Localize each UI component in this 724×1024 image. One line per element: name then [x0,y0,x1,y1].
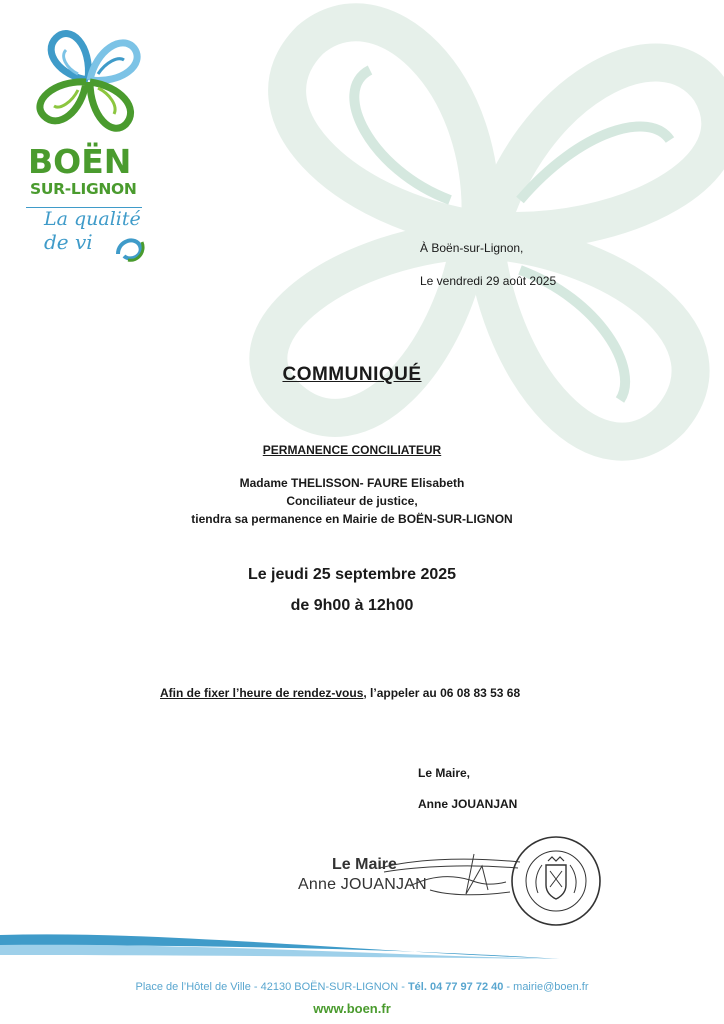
logo-swirl-icon [114,232,148,264]
footer-wave-graphic [0,925,724,970]
conciliator-role: Conciliateur de justice, [286,494,418,508]
permanence-date: Le jeudi 25 septembre 2025 [247,566,457,583]
letter-date: Le vendredi 29 août 2025 [420,274,557,288]
logo-name-line-1: BOËN [28,142,132,181]
conciliator-name: Madame THELISSON- FAURE Elisabeth [239,476,465,490]
stamp-role: Le Maire [332,856,397,873]
permanence-time: de 9h00 à 12h00 [290,597,414,614]
communique-subtitle: PERMANENCE CONCILIATEUR [262,443,442,457]
mairie-seal-icon [510,835,602,927]
footer-email[interactable]: - mairie@boen.fr [503,981,589,993]
footer-website-link[interactable]: www.boen.fr [313,1001,391,1016]
logo-name-line-2: SUR-LIGNON [30,180,137,198]
stamp-name: Anne JOUANJAN [298,876,427,893]
signatory-name: Anne JOUANJAN [418,797,518,811]
footer-contact [0,981,724,993]
letter-place: À Boën-sur-Lignon, [420,241,524,255]
logo-tagline-2: de vi [44,230,93,254]
appointment-instructions-underlined: Afin de fixer l’heure de rendez-vous [160,686,364,700]
handwritten-signature-icon [370,846,530,906]
footer-address: Place de l’Hôtel de Ville - 42130 BOËN-SUR-LIGNON - [135,981,408,993]
logo-tagline-1: La qualité [44,208,141,230]
footer-tel: Tél. 04 77 97 72 40 [407,981,504,993]
appointment-instructions [160,686,520,700]
signatory-role: Le Maire, [418,766,471,780]
appointment-instructions-phone: , l’appeler au 06 08 83 53 68 [363,686,521,700]
town-logo [22,22,152,262]
flower-logo-icon [30,22,146,140]
permanence-location: tiendra sa permanence en Mairie de BOËN-SUR-LIGNON [191,512,513,526]
communique-title: COMMUNIQUÉ [282,364,422,385]
